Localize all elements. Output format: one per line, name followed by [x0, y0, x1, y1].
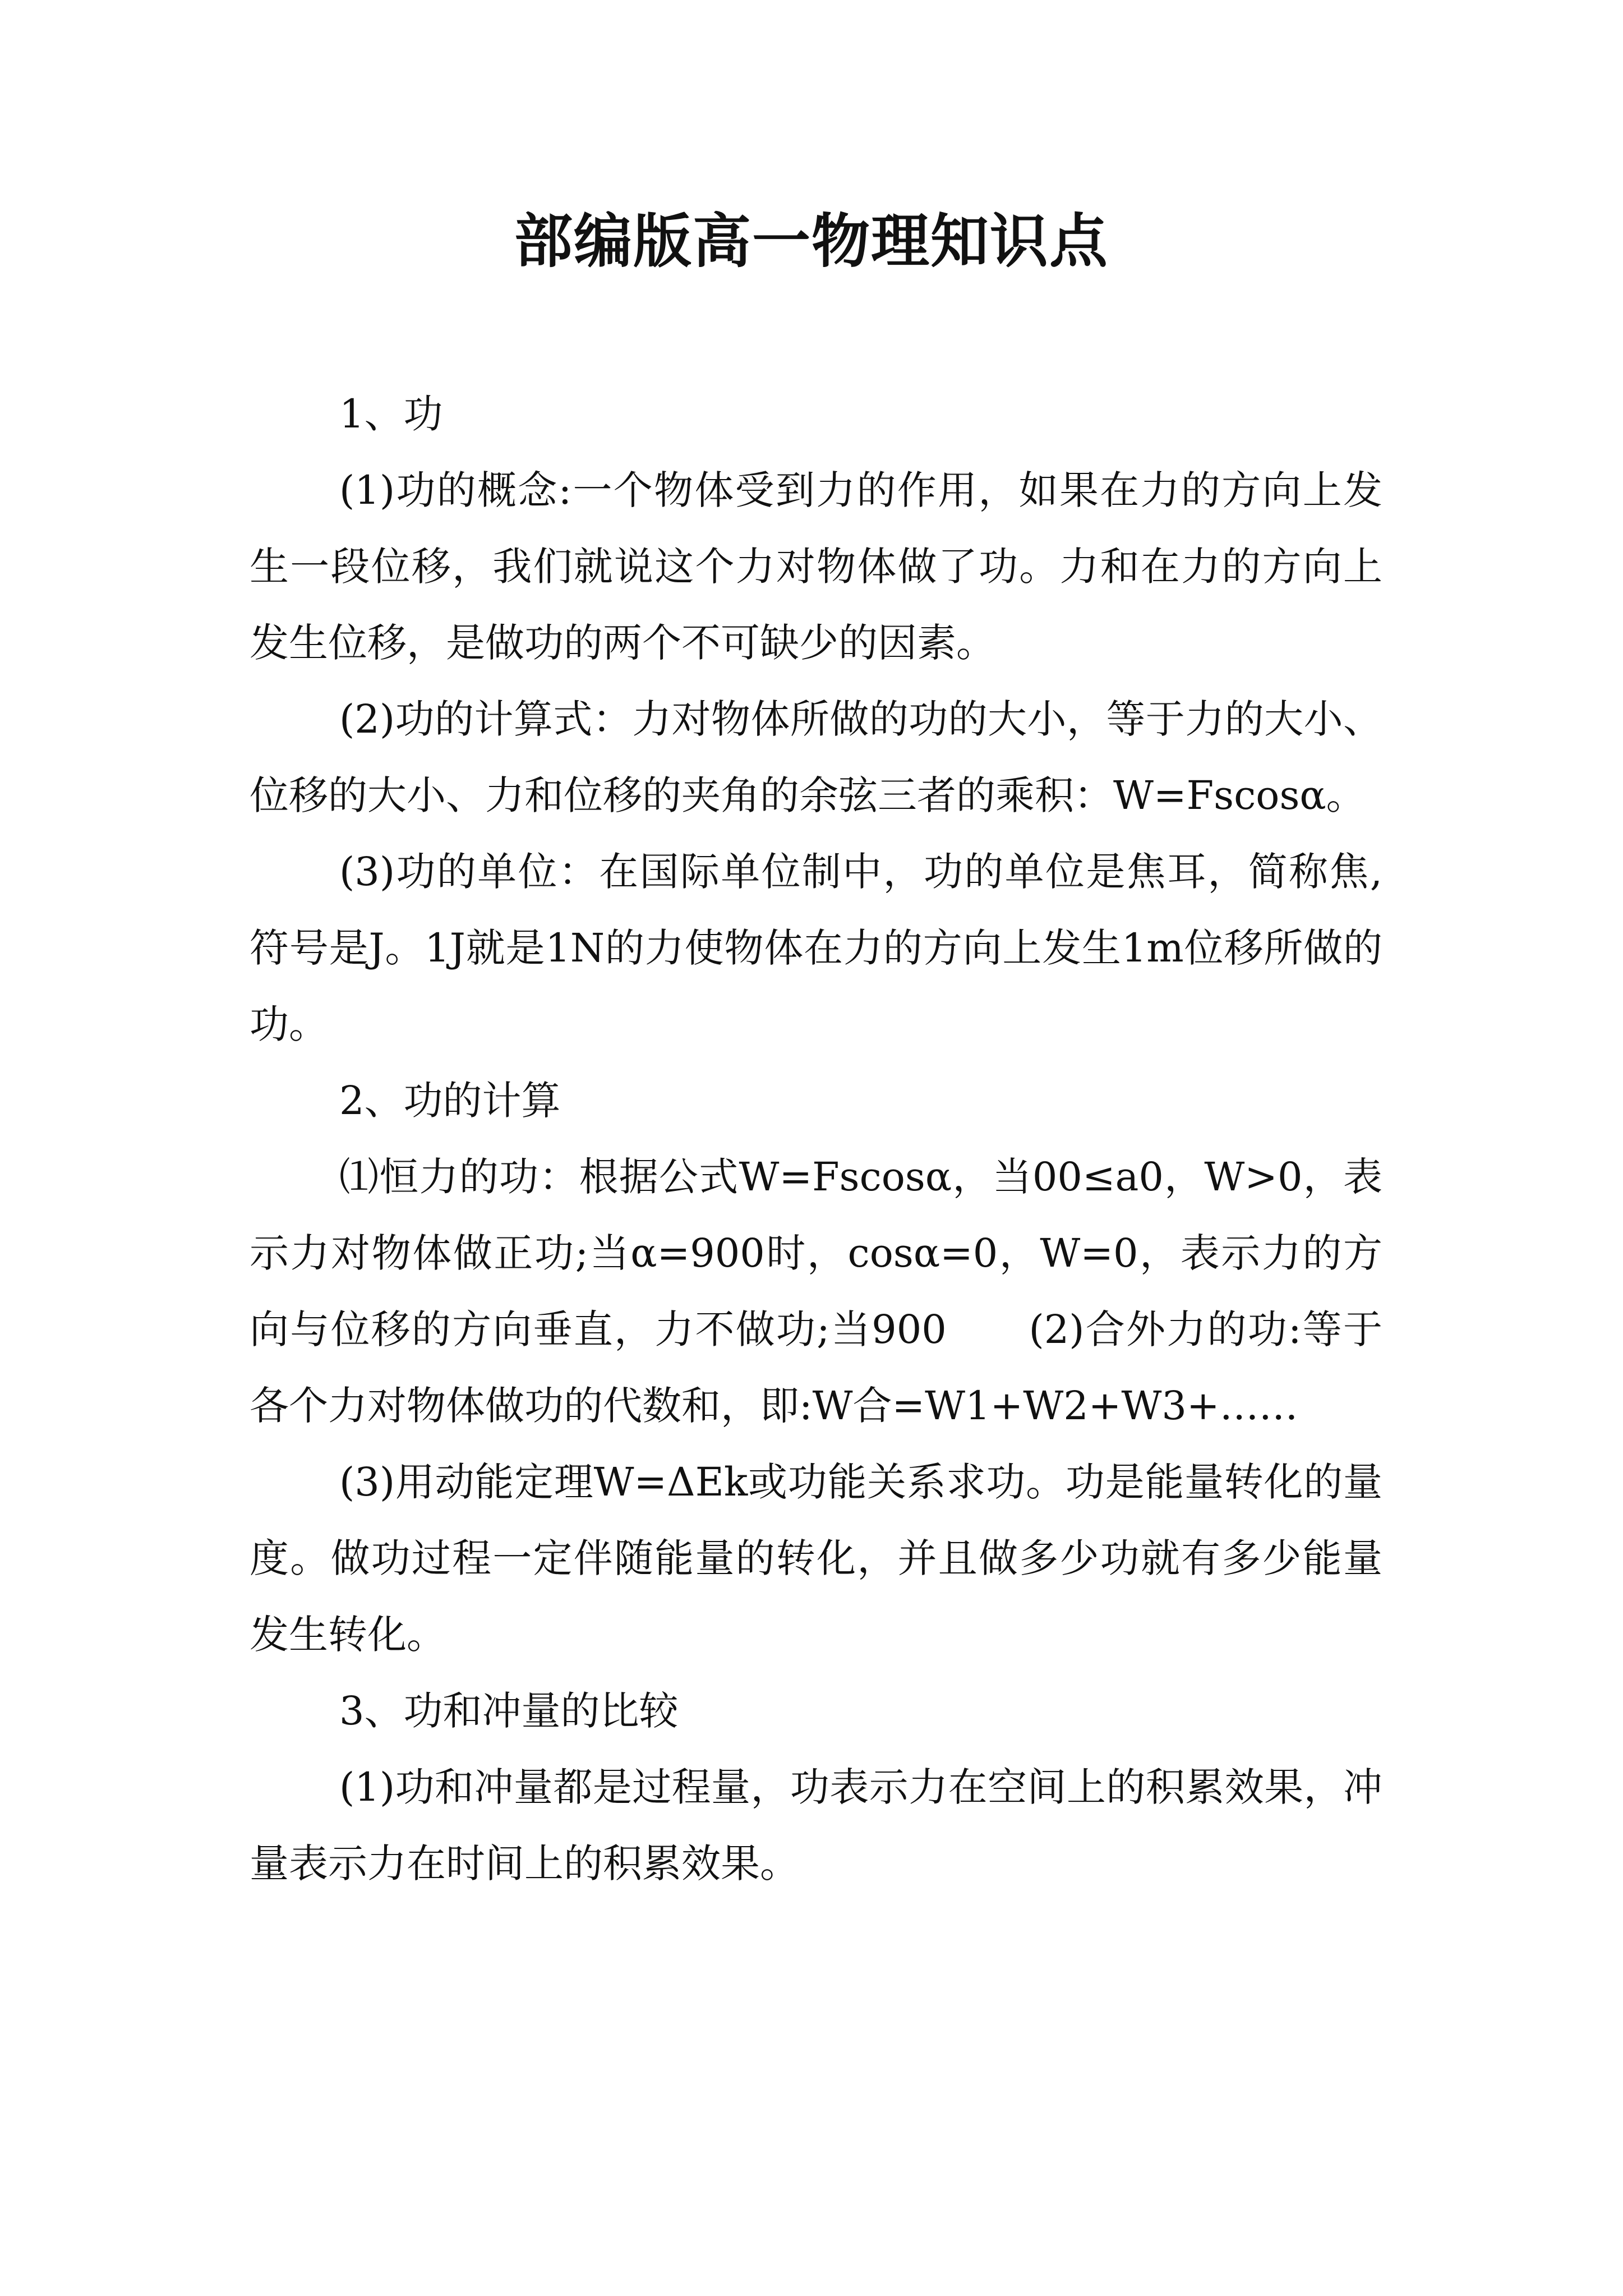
- page-title: 部编版高一物理知识点: [514, 206, 1109, 275]
- section-work-impulse-comparison: [250, 1673, 1382, 1902]
- section-work: [250, 376, 1382, 1062]
- section-heading: 1、功: [339, 391, 443, 437]
- paragraph: ⑴恒力的功：根据公式W=Fscosα，当00≤a0，W>0，表示力对物体做正功;当α=900时，cosα=0，W=0，表示力的方向与位移的方向垂直，力不做功;当900 (2)合外力的功:等于各个力对物体做功的代数和，即:W合=W1+W2+W3+……: [250, 1154, 1382, 1429]
- section-heading: 2、功的计算: [339, 1078, 561, 1124]
- paragraph: (1)功的概念:一个物体受到力的作用，如果在力的方向上发生一段位移，我们就说这个力对物体做了功。力和在力的方向上发生位移，是做功的两个不可缺少的因素。: [250, 467, 1382, 666]
- paragraph: (3)用动能定理W=ΔEk或功能关系求功。功是能量转化的量度。做功过程一定伴随能量的转化，并且做多少功就有多少能量发生转化。: [250, 1459, 1382, 1658]
- paragraph: (1)功和冲量都是过程量，功表示力在空间上的积累效果，冲量表示力在时间上的积累效果。: [250, 1764, 1382, 1887]
- paragraph: (2)功的计算式：力对物体所做的功的大小，等于力的大小、位移的大小、力和位移的夹角的余弦三者的乘积：W=Fscosα。: [250, 696, 1382, 818]
- document-body: [250, 376, 1382, 1902]
- section-work-calculation: [250, 1062, 1382, 1673]
- paragraph: (3)功的单位：在国际单位制中，功的单位是焦耳，简称焦,符号是J。1J就是1N的力使物体在力的方向上发生1m位移所做的功。: [250, 849, 1382, 1047]
- section-heading: 3、功和冲量的比较: [339, 1688, 679, 1734]
